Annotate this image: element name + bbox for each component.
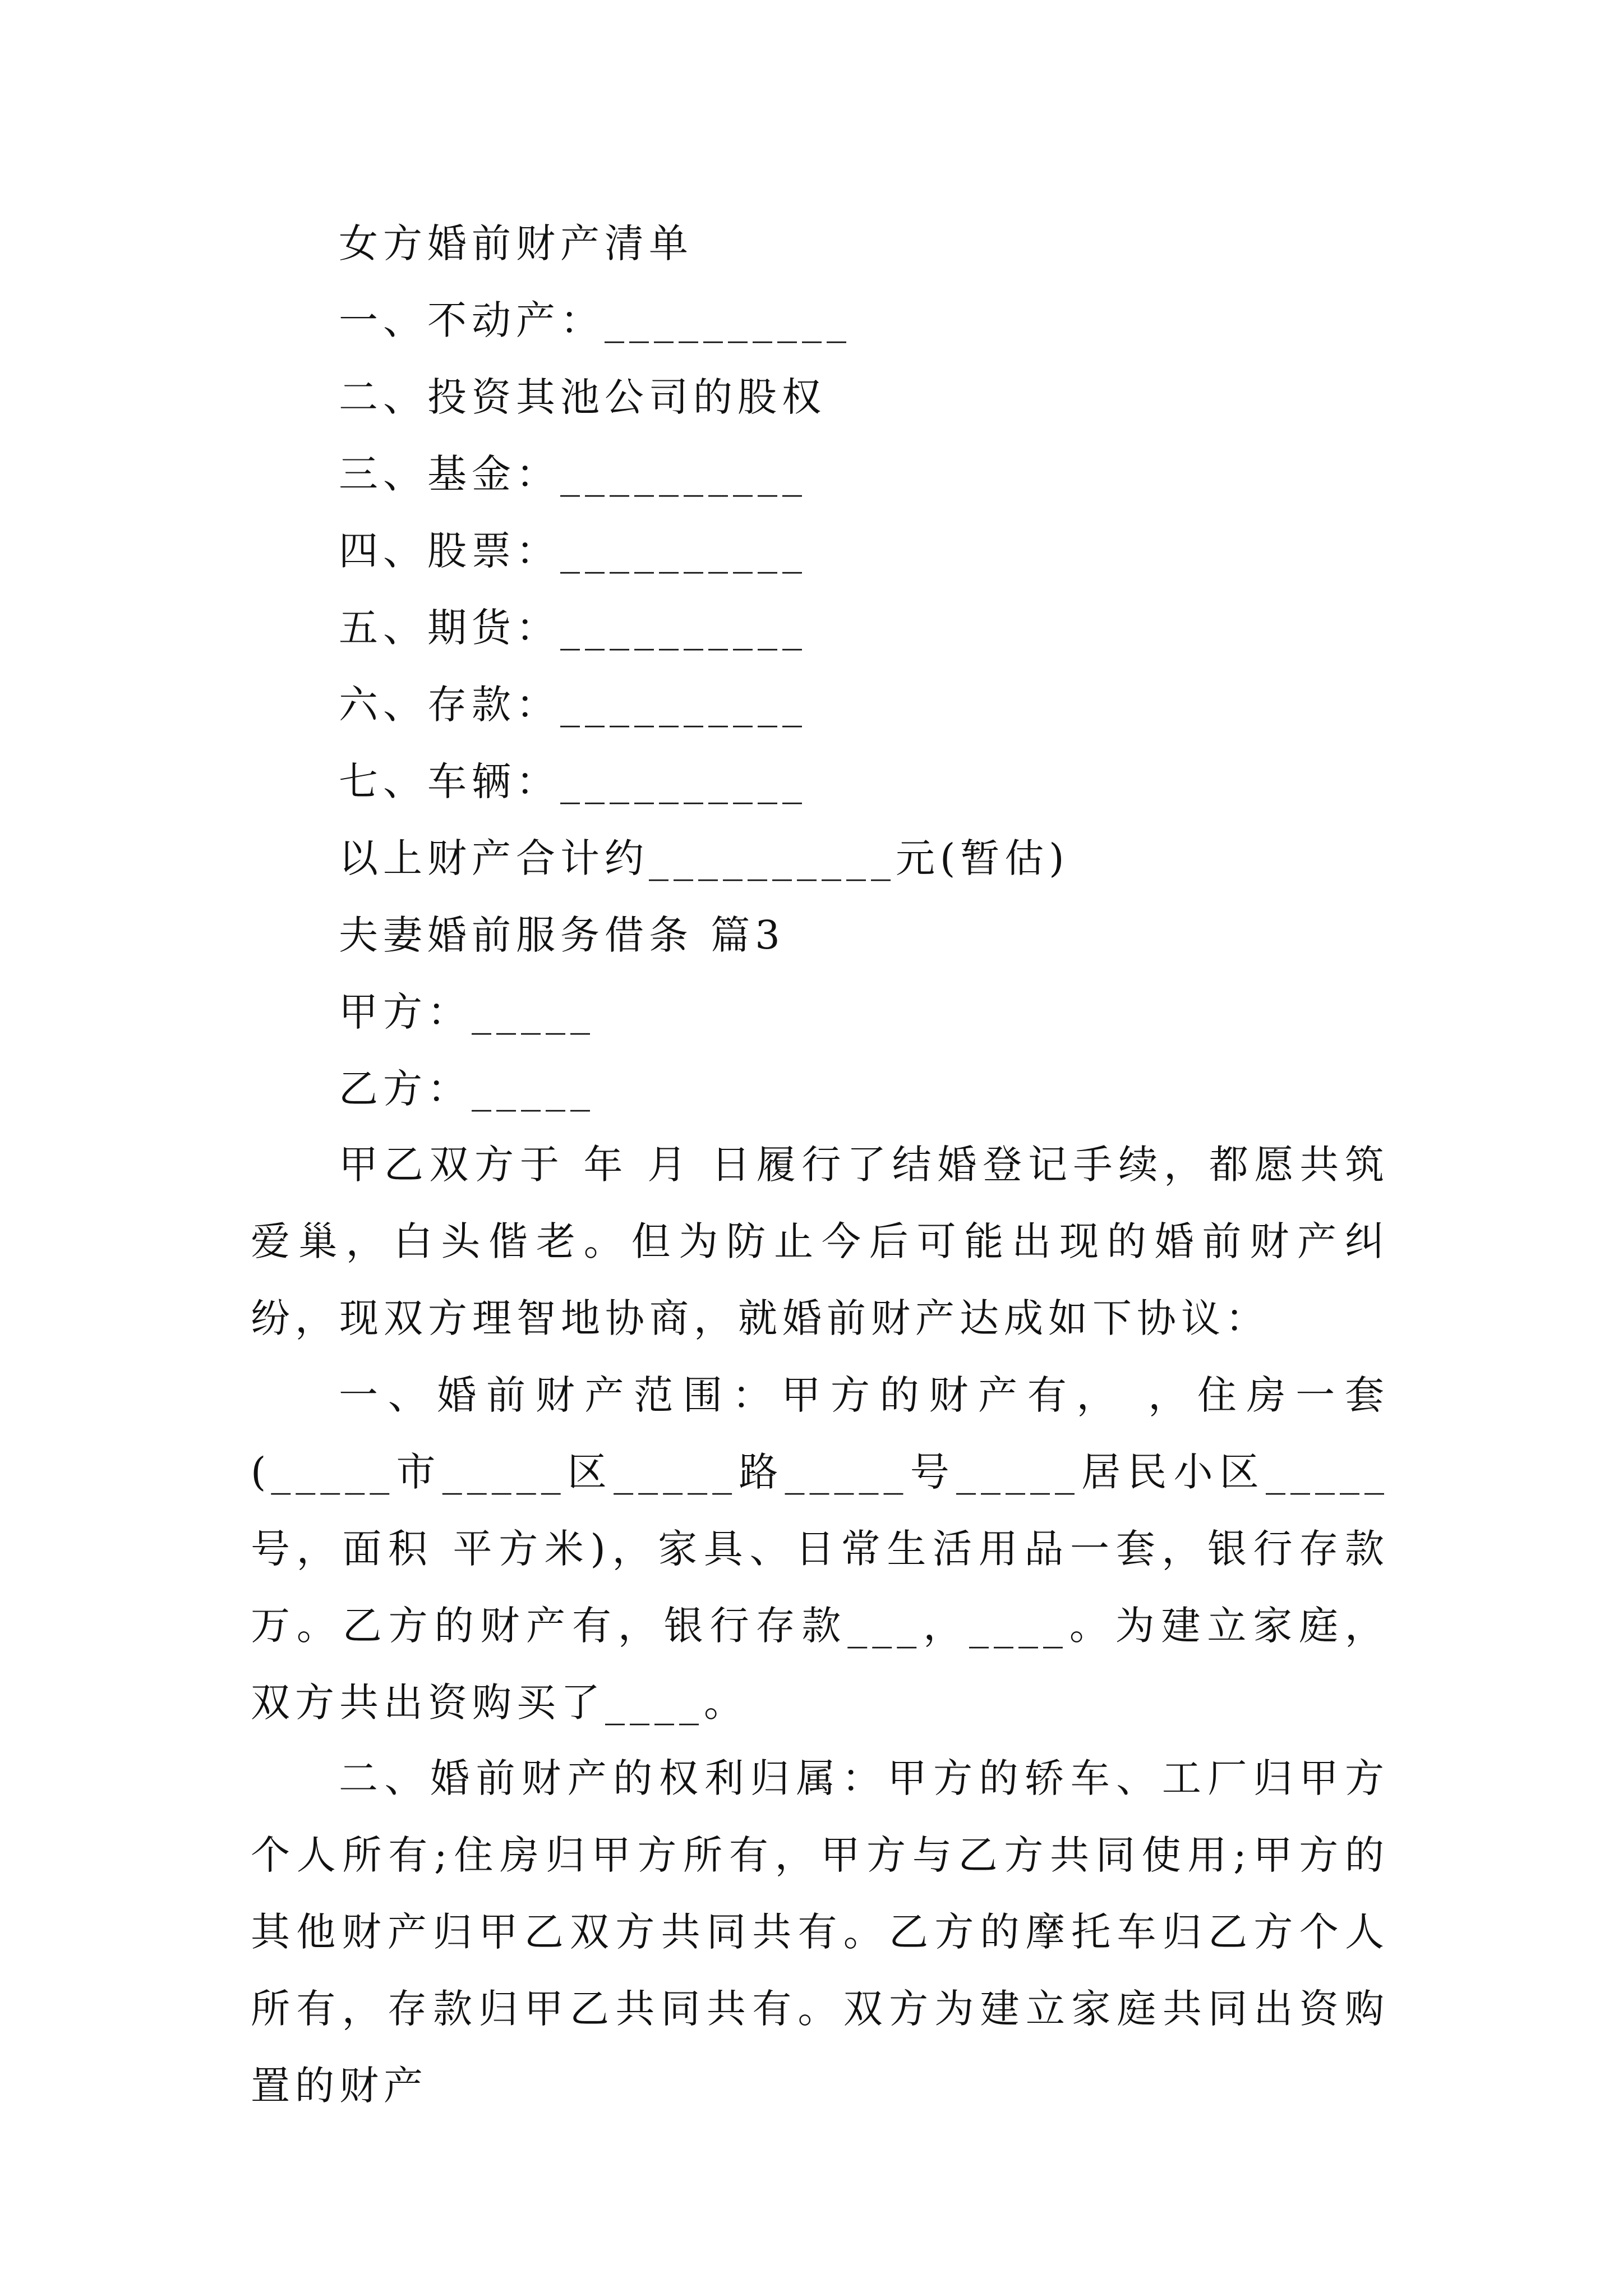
party-a-line: 甲方：_____ (339, 989, 595, 1035)
agreement-intro-paragraph: 甲乙双方于 年 月 日履行了结婚登记手续，都愿共筑爱巢，白头偕老。但为防止今后可能出现的婚前财产纠纷，现双方理智地协商，就婚前财产达成如下协议： (251, 1142, 1389, 1341)
property-scope-paragraph: 一、婚前财产范围：甲方的财产有， ，住房一套(_____市_____区_____路_____号_____居民小区_____号，面积 平方米)，家具、日常生活用品一套，银行存款 万。乙方的财产有，银行存款___，____。为建立家庭，双方共出资购买了____。 (251, 1372, 1389, 1726)
section-heading: 夫妻婚前服务借条 篇3 (339, 912, 785, 958)
list-item-stock: 四、股票：__________ (339, 528, 807, 574)
list-item-futures: 五、期货：__________ (339, 605, 807, 651)
list-title: 女方婚前财产清单 (339, 220, 693, 266)
list-item-real-estate: 一、不动产：__________ (339, 297, 851, 343)
list-item-deposit: 六、存款：__________ (339, 682, 807, 728)
property-ownership-paragraph: 二、婚前财产的权利归属：甲方的轿车、工厂归甲方个人所有;住房归甲方所有，甲方与乙方共同使用;甲方的其他财产归甲乙双方共同共有。乙方的摩托车归乙方个人所有，存款归甲乙共同共有。双方为建立家庭共同出资购置的财产 (251, 1755, 1389, 2109)
list-item-fund: 三、基金：__________ (339, 451, 807, 497)
list-item-equity: 二、投资其池公司的股权 (339, 374, 826, 420)
party-b-line: 乙方：_____ (339, 1066, 595, 1112)
list-total: 以上财产合计约__________元(暂估) (339, 835, 1069, 881)
list-item-vehicle: 七、车辆：__________ (339, 758, 807, 804)
